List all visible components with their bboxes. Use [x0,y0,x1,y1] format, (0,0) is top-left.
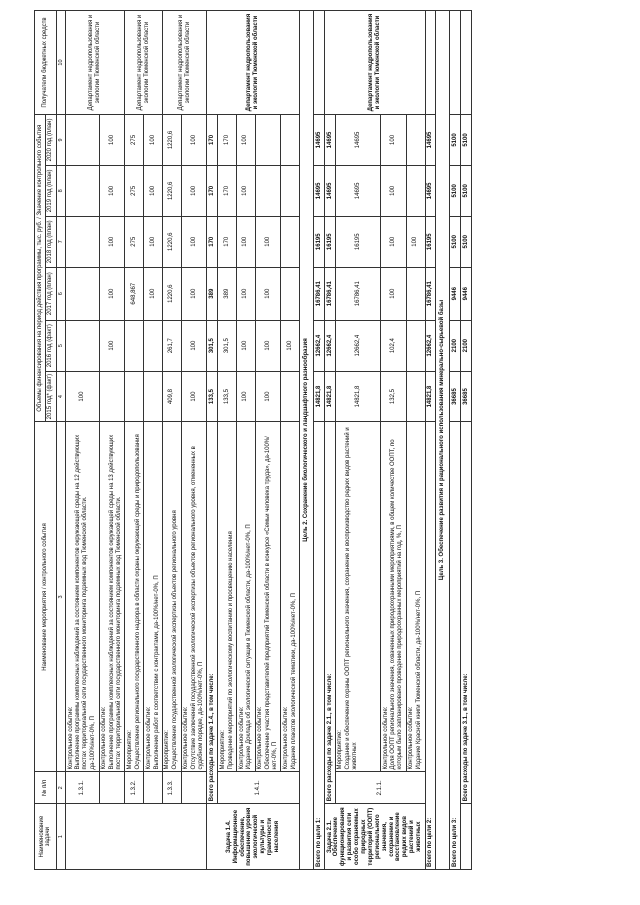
row-number [99,772,125,804]
column-numbers-row [56,11,65,870]
table-row [125,11,144,870]
header-year: 2015 год* (факт) [45,371,56,422]
value-cell: 100 [144,216,163,267]
event-text: Выполнение программы комплексных наблюдений за состоянием компонентов окружающей среды на 13 действующих постах территориальной сети государственного мониторинга подземных вод Тюменской области. [109,434,122,770]
header-year: 2019 год (план) [45,165,56,216]
header-funding: Объемы финансирования на период действия программы, тыс. руб. / Значение контрольного события [35,115,46,422]
event-text: Издание Красной книги Тюменской области, да-100%/нет-0%, П [416,590,423,770]
event-cell [381,422,407,772]
value-cell [281,115,300,166]
total-value: 9446 [450,267,461,320]
event-text: Отсутствие заключений государственной экологической экспертизы объектов регионального уровня, отмененных в судебном порядке, да-100%/нет-0%, П [191,446,204,770]
total-value: 2100 [461,320,472,371]
value-cell: 100 [237,115,256,166]
header-event: Наименование мероприятия / контрольного события [35,422,57,772]
task-name-cell: Задача 1.4. Информационное обеспечение, повышение уровня экологической культуры и грамотности населения [207,804,300,870]
value-cell [144,371,163,422]
table-row [255,11,281,870]
dept-cell: Департамент недропользования и экологии Тюменской области [325,11,425,115]
row-number: 1.3.2. [125,772,144,804]
value-cell: 14695 [335,115,380,166]
program-funding-table [34,10,472,870]
event-type: Контрольное событие: [282,706,289,770]
event-cell [218,422,237,772]
column-number: 3 [56,422,65,772]
value-cell: 14821,8 [335,371,380,422]
value-cell [281,371,300,422]
table-row [99,11,125,870]
column-number: 5 [56,320,65,371]
goal-title: Цель 3. Обеспечение развития и рационального использования минерально-сырьевой базы [436,11,450,870]
header-dept: Получатели бюджетных средств [35,11,57,115]
value-cell [255,165,281,216]
event-cell [237,422,256,772]
header-year: 2020 год (план) [45,115,56,166]
value-cell: 100 [255,216,281,267]
goal-total-row [425,11,436,870]
value-cell: 100 [144,267,163,320]
event-text: Осуществление регионального государственного надзора в области охраны окружающей среды и природопользования [134,434,141,770]
total-value: 301,5 [207,320,218,371]
header-no: № п/п [35,772,57,804]
row-number: 1.4.1. [218,772,300,804]
table-row [237,11,256,870]
value-cell: 100 [255,267,281,320]
total-value: 14821,8 [425,371,436,422]
dept-cell: Департамент недропользования и экологии Тюменской области [207,11,300,115]
total-value: 14695 [314,165,325,216]
column-number: 2 [56,772,65,804]
value-cell: 16195 [335,216,380,267]
event-type: Контрольное событие: [382,706,389,770]
value-cell [66,165,100,216]
value-cell: 100 [181,267,207,320]
value-cell: 100 [237,216,256,267]
value-cell [281,165,300,216]
value-cell: 102,4 [381,320,407,371]
table-row [381,11,407,870]
row-number: 1.3.1. [66,772,100,804]
value-cell: 100 [381,267,407,320]
task-total-row [207,11,218,870]
value-cell [281,216,300,267]
total-value: 12662,4 [325,320,336,371]
total-value: 5100 [461,216,472,267]
total-value: 36685 [450,371,461,422]
total-label: Всего по цели 3: [450,422,461,870]
total-label: Всего по цели 1: [314,422,325,870]
total-value: 14695 [425,165,436,216]
event-cell [144,422,163,772]
value-cell: 100 [99,216,125,267]
value-cell: 100 [381,165,407,216]
event-cell [125,422,144,772]
total-label: Всего расходы по задаче 1.4., в том числе: [207,422,218,804]
header-task: Наименование задачи [35,804,57,870]
value-cell: 100 [255,371,281,422]
value-cell: 100 [181,115,207,166]
value-cell: 170 [218,165,237,216]
value-cell: 389 [218,267,237,320]
event-type: Контрольное событие: [67,706,74,770]
total-label: Всего расходы по задаче 2.1., в том числе: [325,422,336,804]
value-cell: 100 [406,216,425,267]
goal-row [300,11,314,870]
value-cell: 301,5 [218,320,237,371]
total-value: 12662,4 [425,320,436,371]
value-cell: 100 [255,320,281,371]
table-row [406,11,425,870]
value-cell [281,267,300,320]
column-number: 10 [56,11,65,115]
row-number: 2.1.1. [335,772,425,804]
event-cell [406,422,425,772]
value-cell [406,371,425,422]
value-cell: 100 [281,320,300,371]
column-number: 4 [56,371,65,422]
value-cell: 100 [237,267,256,320]
total-value: 16195 [314,216,325,267]
total-value: 133,5 [207,371,218,422]
total-value: 170 [207,216,218,267]
total-value: 16786,41 [425,267,436,320]
value-cell: 100 [381,216,407,267]
total-value: 5100 [461,115,472,166]
value-cell: 100 [381,115,407,166]
goal-title: Цель 2. Сохранение биологического и ландшафтного разнообразия [300,11,314,870]
event-type: Контрольное событие: [183,706,190,770]
rotated-table-container [34,10,626,870]
total-label: Всего по цели 2: [425,422,436,870]
event-text: Издание Доклада об экологической ситуации в Тюменской области, да-100%/нет-0%, П [246,524,253,770]
value-cell [99,371,125,422]
value-cell [255,115,281,166]
total-value: 14695 [325,165,336,216]
total-value: 170 [207,165,218,216]
event-text: Доля ООПТ регионального значения, охваченных природоохранными мероприятиями, в общем количестве ООПТ, по которым было запланировано проведение природоохранных мероприятий на год, %, П [390,439,404,770]
value-cell [66,216,100,267]
value-cell: 132,5 [381,371,407,422]
header-year: 2016 год (факт) [45,320,56,371]
table-row [181,11,207,870]
dept-cell-empty [461,11,472,115]
value-cell [144,320,163,371]
event-text: Создание и обеспечение охраны ООПТ регионального значения, сохранение и воспроизводство редких видов растений и животных [345,427,359,770]
total-value: 5100 [461,165,472,216]
total-value: 5100 [450,165,461,216]
table-row [281,11,300,870]
event-type: Мероприятие: [337,730,344,770]
value-cell: 409,8 [162,371,181,422]
event-type: Мероприятие: [164,730,171,770]
value-cell: 100 [99,115,125,166]
task-cell-empty [66,804,207,870]
column-number: 1 [56,804,65,870]
value-cell: 100 [181,320,207,371]
event-cell [335,422,380,772]
total-value: 16786,41 [314,267,325,320]
header-year: 2018 год (план) [45,216,56,267]
column-number: 9 [56,115,65,166]
header-year: 2017 год (план) [45,267,56,320]
event-type: Контрольное событие: [408,706,415,770]
value-cell: 100 [66,371,100,422]
event-text: Издание плакатов экологической тематики, да-100%/нет-0%, П [290,593,297,770]
value-cell: 1220,6 [162,115,181,166]
event-cell [181,422,207,772]
value-cell [66,320,100,371]
table-row [218,11,237,870]
event-cell [66,422,100,772]
goal-total-row [450,11,461,870]
value-cell: 100 [181,216,207,267]
total-value: 14821,8 [314,371,325,422]
value-cell: 100 [99,267,125,320]
total-value: 9446 [461,267,472,320]
task-name-cell: Задача 2.1. Обеспечение функционирования и развития сети особо охраняемых природных территорий (ООПТ) регионального значения, сохранение и восстановление редких видов растений и животных [325,804,425,870]
header-row-1 [35,11,46,870]
value-cell: 170 [218,115,237,166]
event-text: Выполнение программы комплексных наблюдений за состоянием компонентов окружающей среды на 12 действующих постах территориальной сети государственного мониторинга подземных вод Тюменской области. [75,434,89,770]
value-cell: 100 [181,165,207,216]
column-number: 6 [56,267,65,320]
value-cell: 1220,6 [162,165,181,216]
value-cell: 100 [181,371,207,422]
dept-cell: Департамент недропользования и экологии Тюменской области [66,11,125,115]
value-cell: 12662,4 [335,320,380,371]
event-type: Контрольное событие: [238,706,245,770]
total-value: 16195 [425,216,436,267]
total-value: 36685 [461,371,472,422]
event-type: Контрольное событие: [257,706,264,770]
value-cell [406,267,425,320]
event-text: Выполнение работ в соответствии с контрактами, да-100%/нет-0%, П [153,575,160,770]
total-value: 16195 [325,216,336,267]
value-cell: 261,7 [162,320,181,371]
row-number [181,772,207,804]
value-cell: 100 [237,371,256,422]
event-type: Мероприятие: [219,730,226,770]
value-cell: 14695 [335,165,380,216]
goal-total-row [314,11,325,870]
row-number: 1.3.3. [162,772,181,804]
value-cell [125,320,144,371]
total-value: 14821,8 [325,371,336,422]
dept-cell-empty [314,11,325,115]
total-value: 5100 [450,115,461,166]
value-cell [125,371,144,422]
dept-cell: Департамент недропользования и экологии Тюменской области [162,11,206,115]
total-value: 2100 [450,320,461,371]
value-cell: 100 [99,320,125,371]
value-cell [66,267,100,320]
event-measure: да-100%/нет-0%, П [90,716,97,770]
total-value: 14695 [314,115,325,166]
event-text: Проведение мероприятий по экологическому воспитанию и просвещению населения [227,531,234,770]
value-cell: 100 [237,165,256,216]
value-cell: 275 [125,216,144,267]
event-cell [162,422,181,772]
event-cell [255,422,281,772]
dept-cell-empty [450,11,461,115]
total-value: 389 [207,267,218,320]
event-text: Осуществление государственной экологической экспертизы объектов регионального уровня [172,510,179,770]
table-row [66,11,100,870]
total-value: 14695 [325,115,336,166]
value-cell [406,115,425,166]
value-cell: 648,867 [125,267,144,320]
event-text: Обеспечение участия представителей предприятий Тюменской области в конкурсе «Семьи человека труда», да-100%/нет-0%, П [265,436,279,770]
task-total-row [325,11,336,870]
task-cell-empty [461,804,472,870]
table-row [144,11,163,870]
event-cell [99,422,125,772]
total-value: 5100 [450,216,461,267]
total-label: Всего расходы по задаче 3.1., в том числе: [461,422,472,804]
value-cell: 275 [125,165,144,216]
dept-cell-empty [425,11,436,115]
goal-row [436,11,450,870]
event-type: Контрольное событие: [145,706,152,770]
value-cell: 170 [218,216,237,267]
dept-cell: Департамент недропользования и экологии Тюменской области [125,11,163,115]
value-cell: 275 [125,115,144,166]
value-cell: 1220,6 [162,216,181,267]
event-cell [281,422,300,772]
column-number: 8 [56,165,65,216]
row-number [144,772,163,804]
value-cell: 16786,41 [335,267,380,320]
value-cell [406,320,425,371]
value-cell: 1220,6 [162,267,181,320]
value-cell [406,165,425,216]
total-value: 16786,41 [325,267,336,320]
value-cell: 100 [237,320,256,371]
column-number: 7 [56,216,65,267]
task-total-row [461,11,472,870]
value-cell [66,115,100,166]
value-cell: 100 [144,115,163,166]
total-value: 14695 [425,115,436,166]
total-value: 170 [207,115,218,166]
value-cell: 100 [144,165,163,216]
table-row [162,11,181,870]
total-value: 12662,4 [314,320,325,371]
event-type: Контрольное событие: [101,706,108,770]
value-cell: 100 [99,165,125,216]
value-cell: 133,5 [218,371,237,422]
event-type: Мероприятие: [126,730,133,770]
table-row [335,11,380,870]
